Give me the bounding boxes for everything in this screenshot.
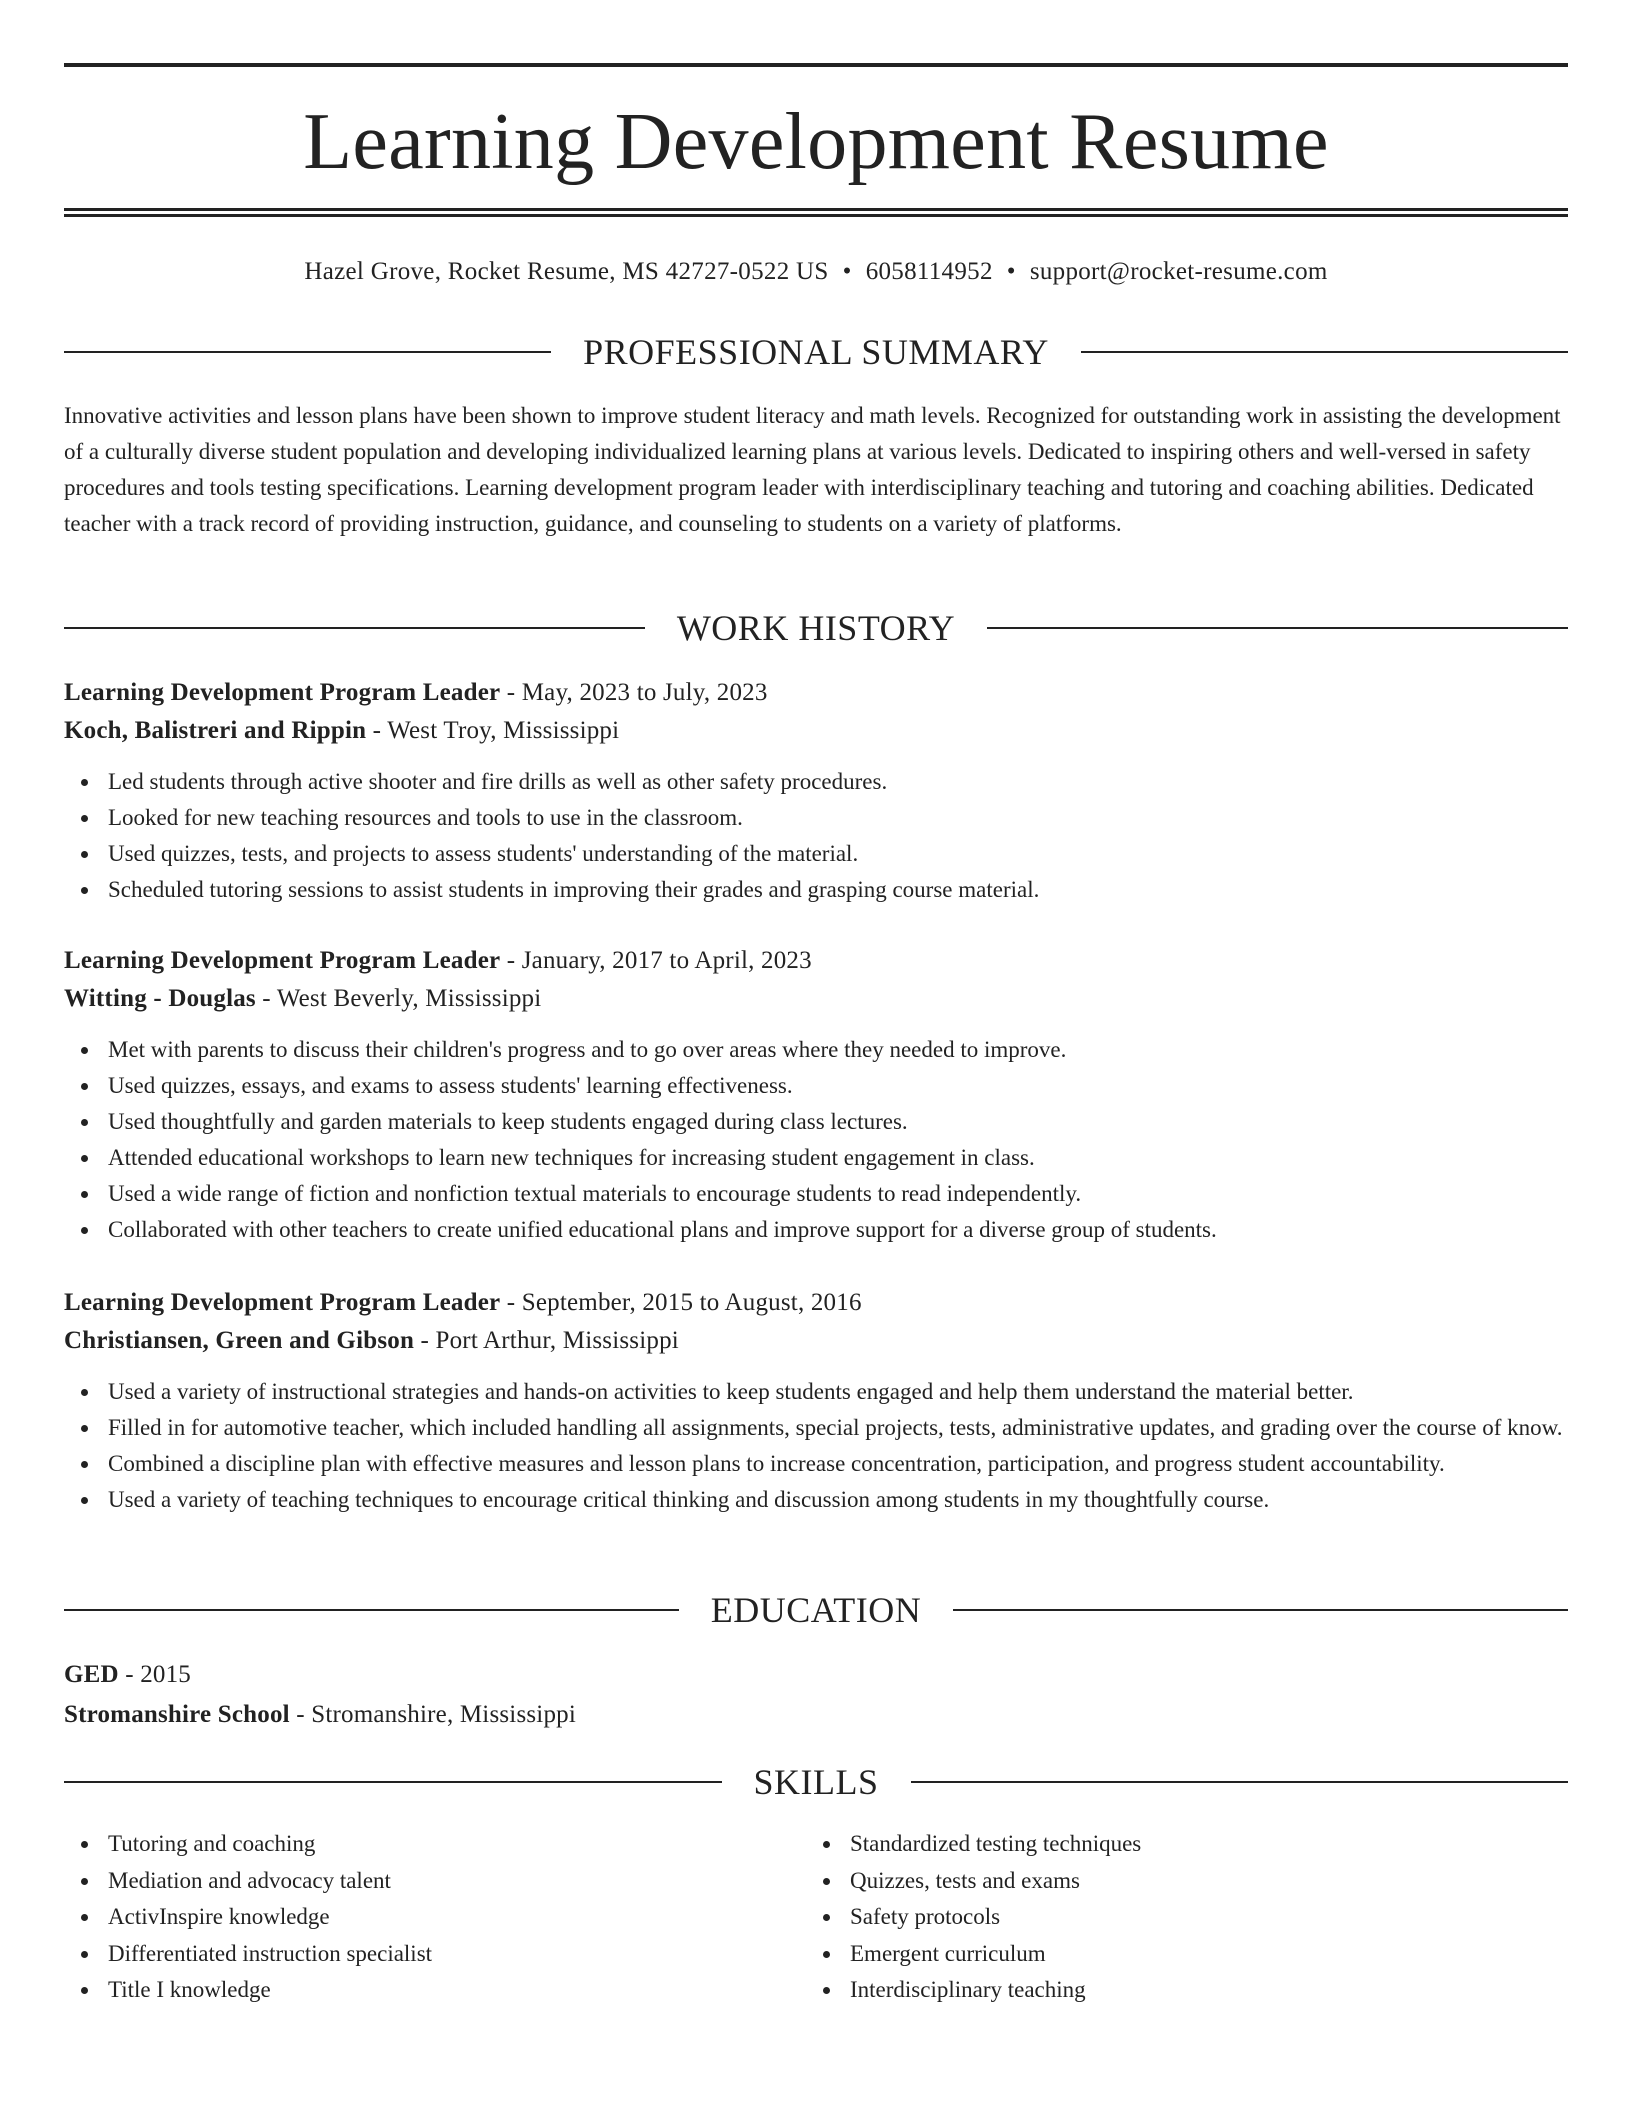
- job-company: Koch, Balistreri and Rippin: [64, 717, 367, 744]
- job-title: Learning Development Program Leader: [64, 679, 501, 706]
- job-title: Learning Development Program Leader: [64, 1289, 501, 1316]
- job-title-line: [64, 674, 1568, 712]
- list-item-text: Emergent curriculum: [850, 1940, 1046, 1966]
- skills-list: [64, 1826, 764, 2009]
- education-school: Stromanshire School: [64, 1701, 290, 1728]
- bullet-icon: [823, 1878, 830, 1885]
- list-item-text: Used a variety of instructional strategies and hands-on activities to keep students engaged and help them understand the material better.: [108, 1379, 1354, 1404]
- heading-rule-left: [64, 1781, 722, 1783]
- list-item-text: Standardized testing techniques: [850, 1831, 1142, 1856]
- list-item: [64, 1826, 764, 1863]
- job-entry: [64, 674, 1568, 908]
- list-item: [806, 1972, 1506, 2009]
- list-item: [64, 1446, 1568, 1482]
- bullet-icon: [81, 1497, 88, 1504]
- bullet-icon: [81, 1951, 88, 1958]
- title-double-rule: [64, 208, 1568, 217]
- bullet-icon: [81, 1047, 88, 1054]
- bullet-icon: [81, 1914, 88, 1921]
- list-item: [64, 1972, 764, 2009]
- job-title: Learning Development Program Leader: [64, 947, 501, 974]
- job-company-line: [64, 1322, 1568, 1360]
- skills-list: [806, 1826, 1506, 2009]
- list-item-text: Mediation and advocacy talent: [108, 1867, 391, 1893]
- summary-heading: PROFESSIONAL SUMMARY: [583, 332, 1049, 372]
- list-item-text: Interdisciplinary teaching: [850, 1977, 1086, 2002]
- heading-rule-right: [911, 1781, 1569, 1783]
- list-item-text: Tutoring and coaching: [108, 1831, 316, 1856]
- bullet-icon: [823, 1841, 830, 1848]
- list-item-text: Combined a discipline plan with effective measures and lesson plans to increase concentration, participation, and progress student accountability.: [108, 1451, 1445, 1476]
- job-company-line: [64, 980, 1568, 1018]
- list-item: [64, 1140, 1568, 1176]
- list-item-text: Safety protocols: [850, 1904, 1001, 1929]
- work-section-heading: [64, 606, 1568, 650]
- summary-section-heading: [64, 330, 1568, 374]
- top-rule: [64, 63, 1568, 67]
- job-bullets: [64, 1032, 1568, 1248]
- education-degree: GED: [64, 1661, 119, 1688]
- list-item: [806, 1936, 1506, 1973]
- bullet-icon: [81, 1191, 88, 1198]
- job-bullets: [64, 1374, 1568, 1518]
- contact-line: [64, 254, 1568, 290]
- bullet-icon: [81, 1425, 88, 1432]
- skills-column-left: [64, 1826, 764, 2009]
- resume-title: Learning Development Resume: [303, 98, 1329, 186]
- contact-separator: •: [1006, 258, 1016, 285]
- job-location: - West Beverly, Mississippi: [255, 985, 542, 1012]
- list-item: [64, 1482, 1568, 1518]
- bullet-icon: [823, 1914, 830, 1921]
- bullet-icon: [81, 1878, 88, 1885]
- bullet-icon: [81, 1987, 88, 1994]
- heading-rule-left: [64, 1609, 679, 1611]
- job-company-line: [64, 712, 1568, 750]
- list-item: [64, 1899, 764, 1936]
- list-item-text: Used a variety of teaching techniques to encourage critical thinking and discussion among students in my thoughtfully course.: [108, 1487, 1270, 1512]
- bullet-icon: [81, 1461, 88, 1468]
- job-entry: [64, 1284, 1568, 1518]
- heading-rule-right: [987, 627, 1568, 629]
- summary-text: Innovative activities and lesson plans have been shown to improve student literacy and math levels. Recognized for outstanding work in assisting the development of a culturally diverse student population and developing individualized learning plans at various levels. Dedicated to inspiring others and well-versed in safety procedures and tools testing specifications. Learning development program leader with interdisciplinary teaching and tutoring and coaching abilities. Dedicated teacher with a track record of providing instruction, guidance, and counseling to students on a variety of platforms.: [64, 403, 1561, 536]
- list-item: [64, 1936, 764, 1973]
- bullet-icon: [81, 815, 88, 822]
- list-item: [64, 1032, 1568, 1068]
- job-company: Witting - Douglas: [64, 985, 256, 1012]
- job-company: Christiansen, Green and Gibson: [64, 1327, 415, 1354]
- list-item: [64, 1410, 1568, 1446]
- job-bullets: [64, 764, 1568, 908]
- education-degree-line: [64, 1655, 1568, 1695]
- list-item-text: Used thoughtfully and garden materials to keep students engaged during class lectures.: [108, 1109, 908, 1134]
- education-location: - Stromanshire, Mississippi: [289, 1701, 576, 1728]
- bullet-icon: [81, 1155, 88, 1162]
- list-item-text: ActivInspire knowledge: [108, 1904, 330, 1929]
- contact-phone: 6058114952: [865, 258, 993, 285]
- list-item-text: Attended educational workshops to learn new techniques for increasing student engagement in class.: [108, 1145, 1035, 1170]
- list-item-text: Led students through active shooter and fire drills as well as other safety procedures.: [108, 769, 888, 794]
- list-item: [64, 836, 1568, 872]
- list-item-text: Used a wide range of fiction and nonfiction textual materials to encourage students to read independently.: [108, 1181, 1082, 1206]
- list-item-text: Differentiated instruction specialist: [108, 1940, 433, 1966]
- list-item-text: Title I knowledge: [108, 1977, 271, 2002]
- job-dates: - September, 2015 to August, 2016: [500, 1289, 862, 1316]
- heading-rule-right: [1081, 351, 1568, 353]
- skills-section-heading: [64, 1760, 1568, 1804]
- list-item: [64, 1176, 1568, 1212]
- list-item-text: Quizzes, tests and exams: [850, 1867, 1080, 1893]
- job-dates: - January, 2017 to April, 2023: [500, 947, 812, 974]
- list-item-text: Looked for new teaching resources and tools to use in the classroom.: [108, 805, 743, 830]
- list-item: [806, 1863, 1506, 1900]
- list-item-text: Filled in for automotive teacher, which included handling all assignments, special projects, tests, administrative updates, and grading over the course of know.: [108, 1415, 1563, 1440]
- bullet-icon: [81, 1119, 88, 1126]
- contact-address: Hazel Grove, Rocket Resume, MS 42727-0522 US: [304, 258, 829, 285]
- list-item: [64, 1068, 1568, 1104]
- contact-email: support@rocket-resume.com: [1029, 258, 1328, 285]
- education-entry: [64, 1655, 1568, 1735]
- bullet-icon: [81, 1389, 88, 1396]
- job-location: - West Troy, Mississippi: [366, 717, 620, 744]
- list-item: [64, 800, 1568, 836]
- education-heading: EDUCATION: [710, 1590, 922, 1630]
- list-item: [64, 872, 1568, 908]
- list-item: [64, 1212, 1568, 1248]
- education-school-line: [64, 1695, 1568, 1735]
- skills-heading: SKILLS: [753, 1762, 879, 1802]
- heading-rule-right: [953, 1609, 1568, 1611]
- bullet-icon: [81, 887, 88, 894]
- list-item-text: Met with parents to discuss their children's progress and to go over areas where they needed to improve.: [108, 1037, 1067, 1062]
- job-entry: [64, 942, 1568, 1248]
- bullet-icon: [81, 1227, 88, 1234]
- list-item: [64, 764, 1568, 800]
- heading-rule-left: [64, 627, 645, 629]
- list-item: [806, 1826, 1506, 1863]
- list-item: [64, 1374, 1568, 1410]
- bullet-icon: [81, 1841, 88, 1848]
- list-item: [64, 1863, 764, 1900]
- heading-rule-left: [64, 351, 551, 353]
- list-item-text: Collaborated with other teachers to create unified educational plans and improve support for a diverse group of students.: [108, 1217, 1217, 1242]
- education-section-heading: [64, 1588, 1568, 1632]
- education-year: - 2015: [118, 1661, 192, 1688]
- bullet-icon: [823, 1987, 830, 1994]
- bullet-icon: [81, 851, 88, 858]
- work-heading: WORK HISTORY: [676, 608, 956, 648]
- skills-column-right: [806, 1826, 1506, 2009]
- job-location: - Port Arthur, Mississippi: [414, 1327, 679, 1354]
- job-title-line: [64, 1284, 1568, 1322]
- bullet-icon: [81, 1083, 88, 1090]
- list-item: [806, 1899, 1506, 1936]
- list-item-text: Used quizzes, tests, and projects to assess students' understanding of the material.: [108, 841, 859, 866]
- list-item-text: Used quizzes, essays, and exams to assess students' learning effectiveness.: [108, 1073, 793, 1098]
- job-title-line: [64, 942, 1568, 980]
- bullet-icon: [81, 779, 88, 786]
- job-dates: - May, 2023 to July, 2023: [500, 679, 768, 706]
- list-item: [64, 1104, 1568, 1140]
- list-item-text: Scheduled tutoring sessions to assist students in improving their grades and grasping course material.: [108, 877, 1040, 902]
- contact-separator: •: [842, 258, 852, 285]
- bullet-icon: [823, 1951, 830, 1958]
